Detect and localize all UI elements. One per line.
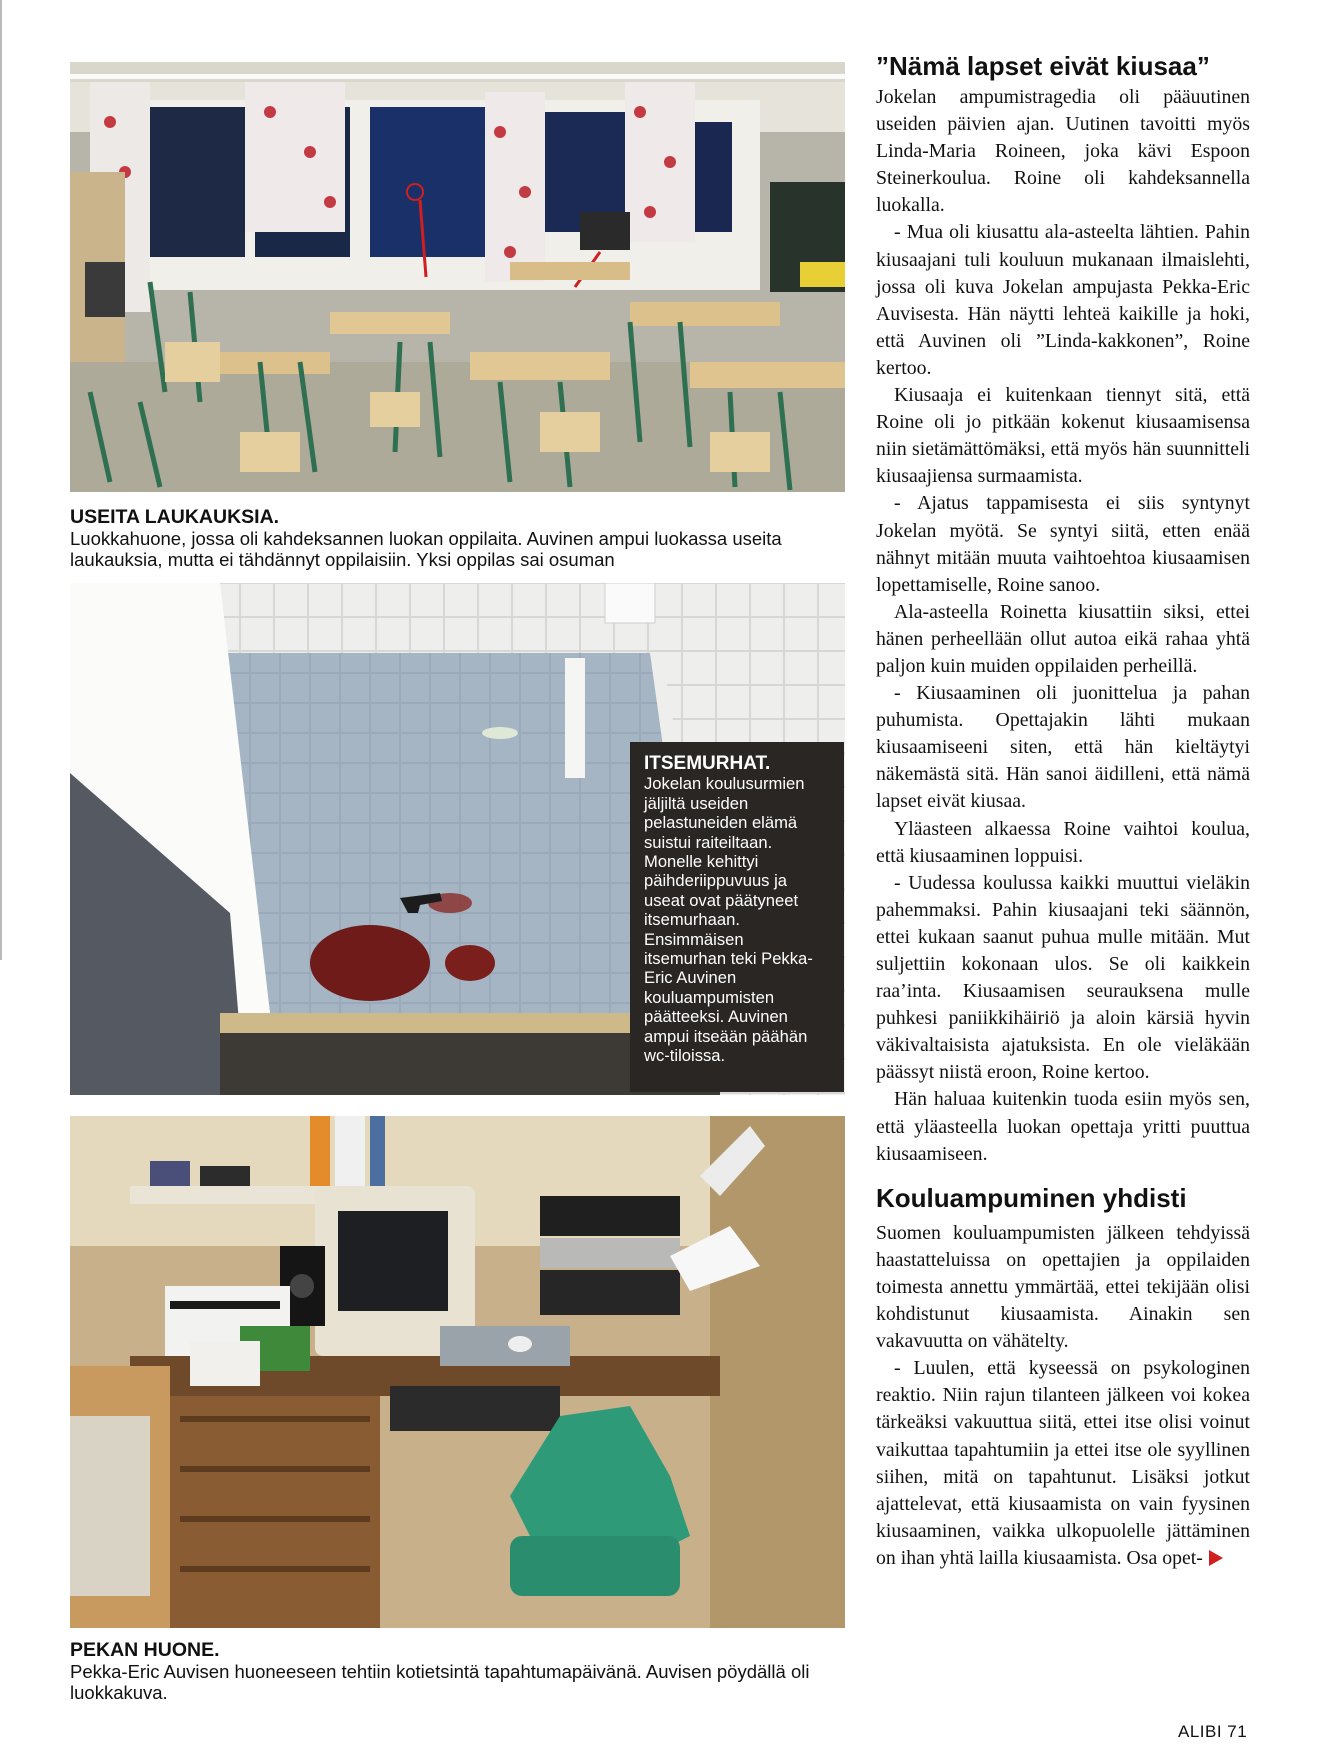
room-photo [70,1116,845,1628]
classroom-caption [70,507,830,570]
caption-heading: PEKAN HUONE. [70,1639,220,1661]
info-box-text: Jokelan koulusurmien jäljiltä useiden pelastuneiden elämä suistui raiteiltaan. Monelle kehittyi päihderiippuvuus ja useat ovat päätyneet itsemurhaan. Ensimmäisen itsemurhan teki Pekka-Eric Auvinen kouluampumisten päätteeksi. Auvinen ampui itseään päähän wc-tiloissa. [644,774,813,1066]
caption-text: Luokkahuone, jossa oli kahdeksannen luokan oppilaita. Auvinen ampui luokassa useita laukauksia, mutta ei tähdännyt oppilaisiin. Yksi oppilas sai osuman [70,528,782,570]
article-paragraph: - Kiusaaminen oli juonittelua ja pahan puhumista. Opettajakin lähti mukaan kiusaamiseeni siten, että hän kieltäytyi näkemästä sitä. Hän sanoi äidilleni, että nämä lapset eivät kiusaa. [876,682,1250,813]
article-paragraph: Jokelan ampumistragedia oli pääuutinen useiden päivien ajan. Uutinen tavoitti myös Linda-Maria Roineen, joka kävi Espoon Steinerkoulua. Roine oli kahdeksannella luokalla. [876,86,1250,217]
article-column [876,50,1250,1572]
suicides-info-box [630,742,844,1092]
caption-text: Pekka-Eric Auvisen huoneeseen tehtiin kotietsintä tapahtumapäivänä. Auvisen pöydällä oli luokkakuva. [70,1661,810,1703]
article-paragraph-last [876,1355,1250,1572]
article-paragraph-text: - Luulen, että kyseessä on psykologinen reaktio. Niin rajun tilanteen jälkeen voi kokea tärkeäksi vakuuttua siitä, ettei itse olisi voinut vaikuttaa tapahtumiin ja ettei itse ole syyllinen siihen, mitä on tapahtunut. Lisäksi jotkut ajattelevat, että kiusaamista on vain fyysinen kiusaaminen, vaikka ulkopuolelle jättäminen on ihan yhtä lailla kiusaamista. Osa opet- [876,1357,1250,1569]
article-paragraph: Kiusaaja ei kuitenkaan tiennyt sitä, että Roine oli jo pitkään kokenut kiusaamisensa niin sietämättömäksi, että myös hän suunnitteli kiusaajiensa surmaamista. [876,384,1250,488]
article-paragraph: - Ajatus tappamisesta ei siis syntynyt Jokelan myötä. Se syntyi siitä, etten enää nähnyt mitään muuta vaihtoehtoa kiusaamisen lopettamiselle, Roine sanoo. [876,492,1250,596]
info-box-heading: ITSEMURHAT. [644,753,771,774]
article-paragraph: Yläasteen alkaessa Roine vaihtoi koulua, että kiusaaminen loppuisi. [876,817,1250,867]
article-paragraph: Hän haluaa kuitenkin tuoda esiin myös sen, että yläasteella luokan opettaja yritti puuttua kiusaamiseen. [876,1088,1250,1165]
article-paragraph: - Mua oli kiusattu ala-asteelta lähtien. Pahin kiusaajani tuli kouluun mukanaan ilmaislehti, jossa oli kuva Jokelan ampujasta Pekka-Eric Auvisesta. Hän näytti lehteä kaikille ja hoki, että Auvinen oli ”Linda-kakkonen”, Roine kertoo. [876,221,1250,379]
article-paragraph: - Uudessa koulussa kaikki muuttui vieläkin pahemmaksi. Pahin kiusaajani teki säännön, ettei kukaan saanut puhua mulle mitään. Mut suljettiin kokonaan ulos. Se oli kaikkein raa’inta. Kiusaamisen seurauksena mulle puhkesi paniikkihäiriö ja aloin kärsiä hyvin väkivaltaisista ajatuksista. En ole vieläkään päässyt niistä eroon, Roine kertoo. [876,871,1250,1084]
article-subtitle: Kouluampuminen yhdisti [876,1182,1187,1213]
article-title: ”Nämä lapset eivät kiusaa” [876,51,1210,81]
continue-arrow-icon [1209,1550,1223,1566]
page-edge-line [0,0,2,960]
room-caption [70,1640,830,1703]
article-paragraph: Suomen kouluampumisten jälkeen tehdyissä haastatteluissa on opettajien ja oppilaiden toimesta annettu ymmärtää, ettei tekijään olisi kohdistunut kiusaamista. Ainakin sen vakavuutta on vähätelty. [876,1221,1250,1353]
article-paragraph: Ala-asteella Roinetta kiusattiin siksi, ettei hänen perheellään ollut autoa eikä rahaa yhtä paljon kuin muiden oppilaiden perheillä. [876,600,1250,677]
classroom-photo [70,62,845,492]
page-folio: ALIBI 71 [1178,1722,1248,1741]
caption-heading: USEITA LAUKAUKSIA. [70,506,280,528]
